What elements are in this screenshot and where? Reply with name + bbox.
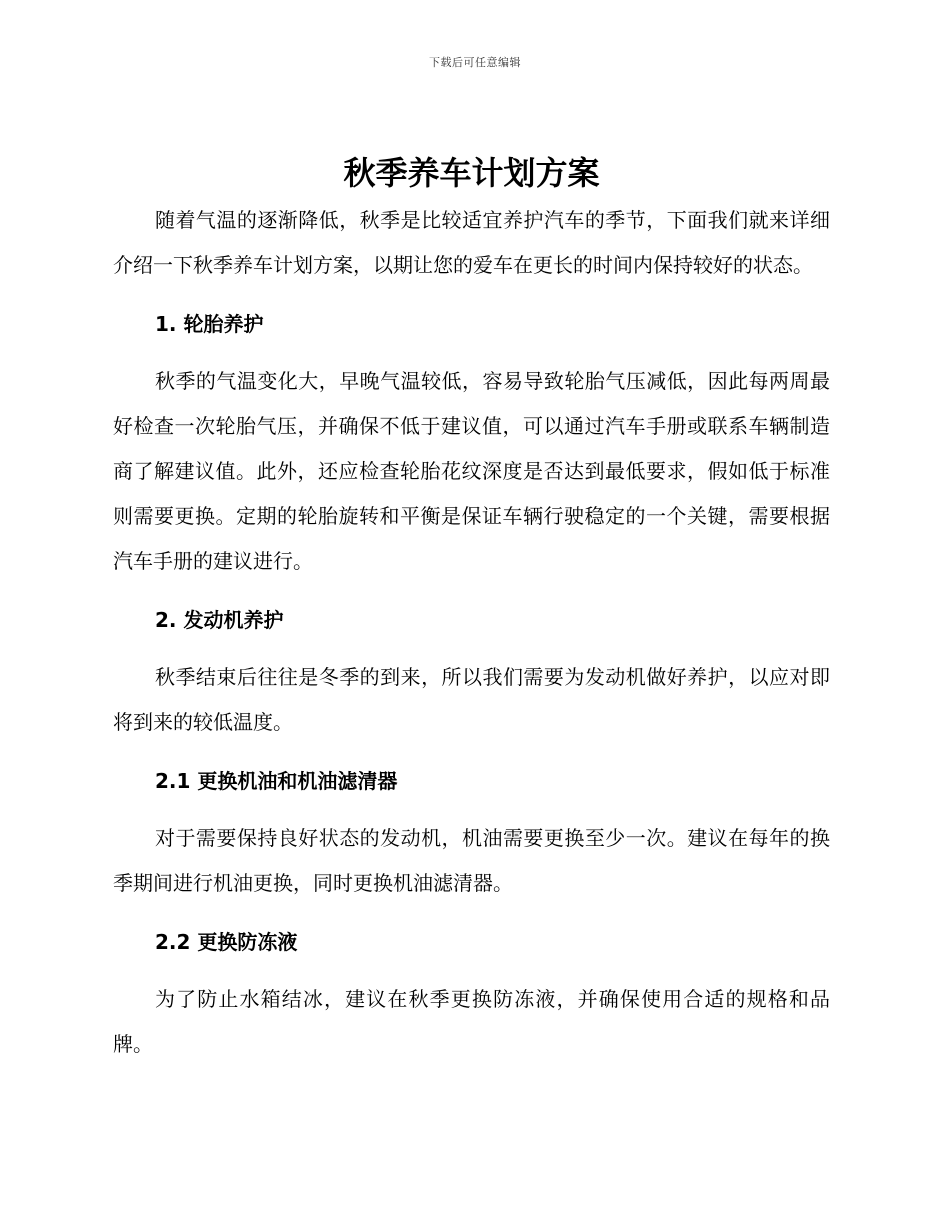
document-title: 秋季养车计划方案	[343, 154, 600, 192]
section-heading-tire-care: 1. 轮胎养护	[155, 312, 264, 336]
page-header: 下载后可任意编辑	[429, 56, 521, 69]
intro-paragraph: 随着气温的逐渐降低，秋季是比较适宜养护汽车的季节，下面我们就来详细介绍一下秋季养车计划方案，以期让您的爱车在更长的时间内保持较好的状态。	[113, 208, 830, 277]
section-body-oil-change: 对于需要保持良好状态的发动机，机油需要更换至少一次。建议在每年的换季期间进行机油更换，同时更换机油滤清器。	[113, 826, 830, 895]
section-body-engine-care: 秋季结束后往往是冬季的到来，所以我们需要为发动机做好养护，以应对即将到来的较低温度。	[113, 665, 830, 734]
section-heading-engine-care: 2. 发动机养护	[155, 608, 284, 632]
document-body	[113, 148, 830, 1067]
section-body-antifreeze: 为了防止水箱结冰，建议在秋季更换防冻液，并确保使用合适的规格和品牌。	[113, 987, 830, 1056]
section-heading-antifreeze: 2.2 更换防冻液	[155, 930, 298, 954]
section-heading-oil-change: 2.1 更换机油和机油滤清器	[155, 769, 398, 793]
section-body-tire-care: 秋季的气温变化大，早晚气温较低，容易导致轮胎气压减低，因此每两周最好检查一次轮胎气压，并确保不低于建议值，可以通过汽车手册或联系车辆制造商了解建议值。此外，还应检查轮胎花纹深度是否达到最低要求，假如低于标准则需要更换。定期的轮胎旋转和平衡是保证车辆行驶稳定的一个关键，需要根据汽车手册的建议进行。	[113, 369, 830, 573]
